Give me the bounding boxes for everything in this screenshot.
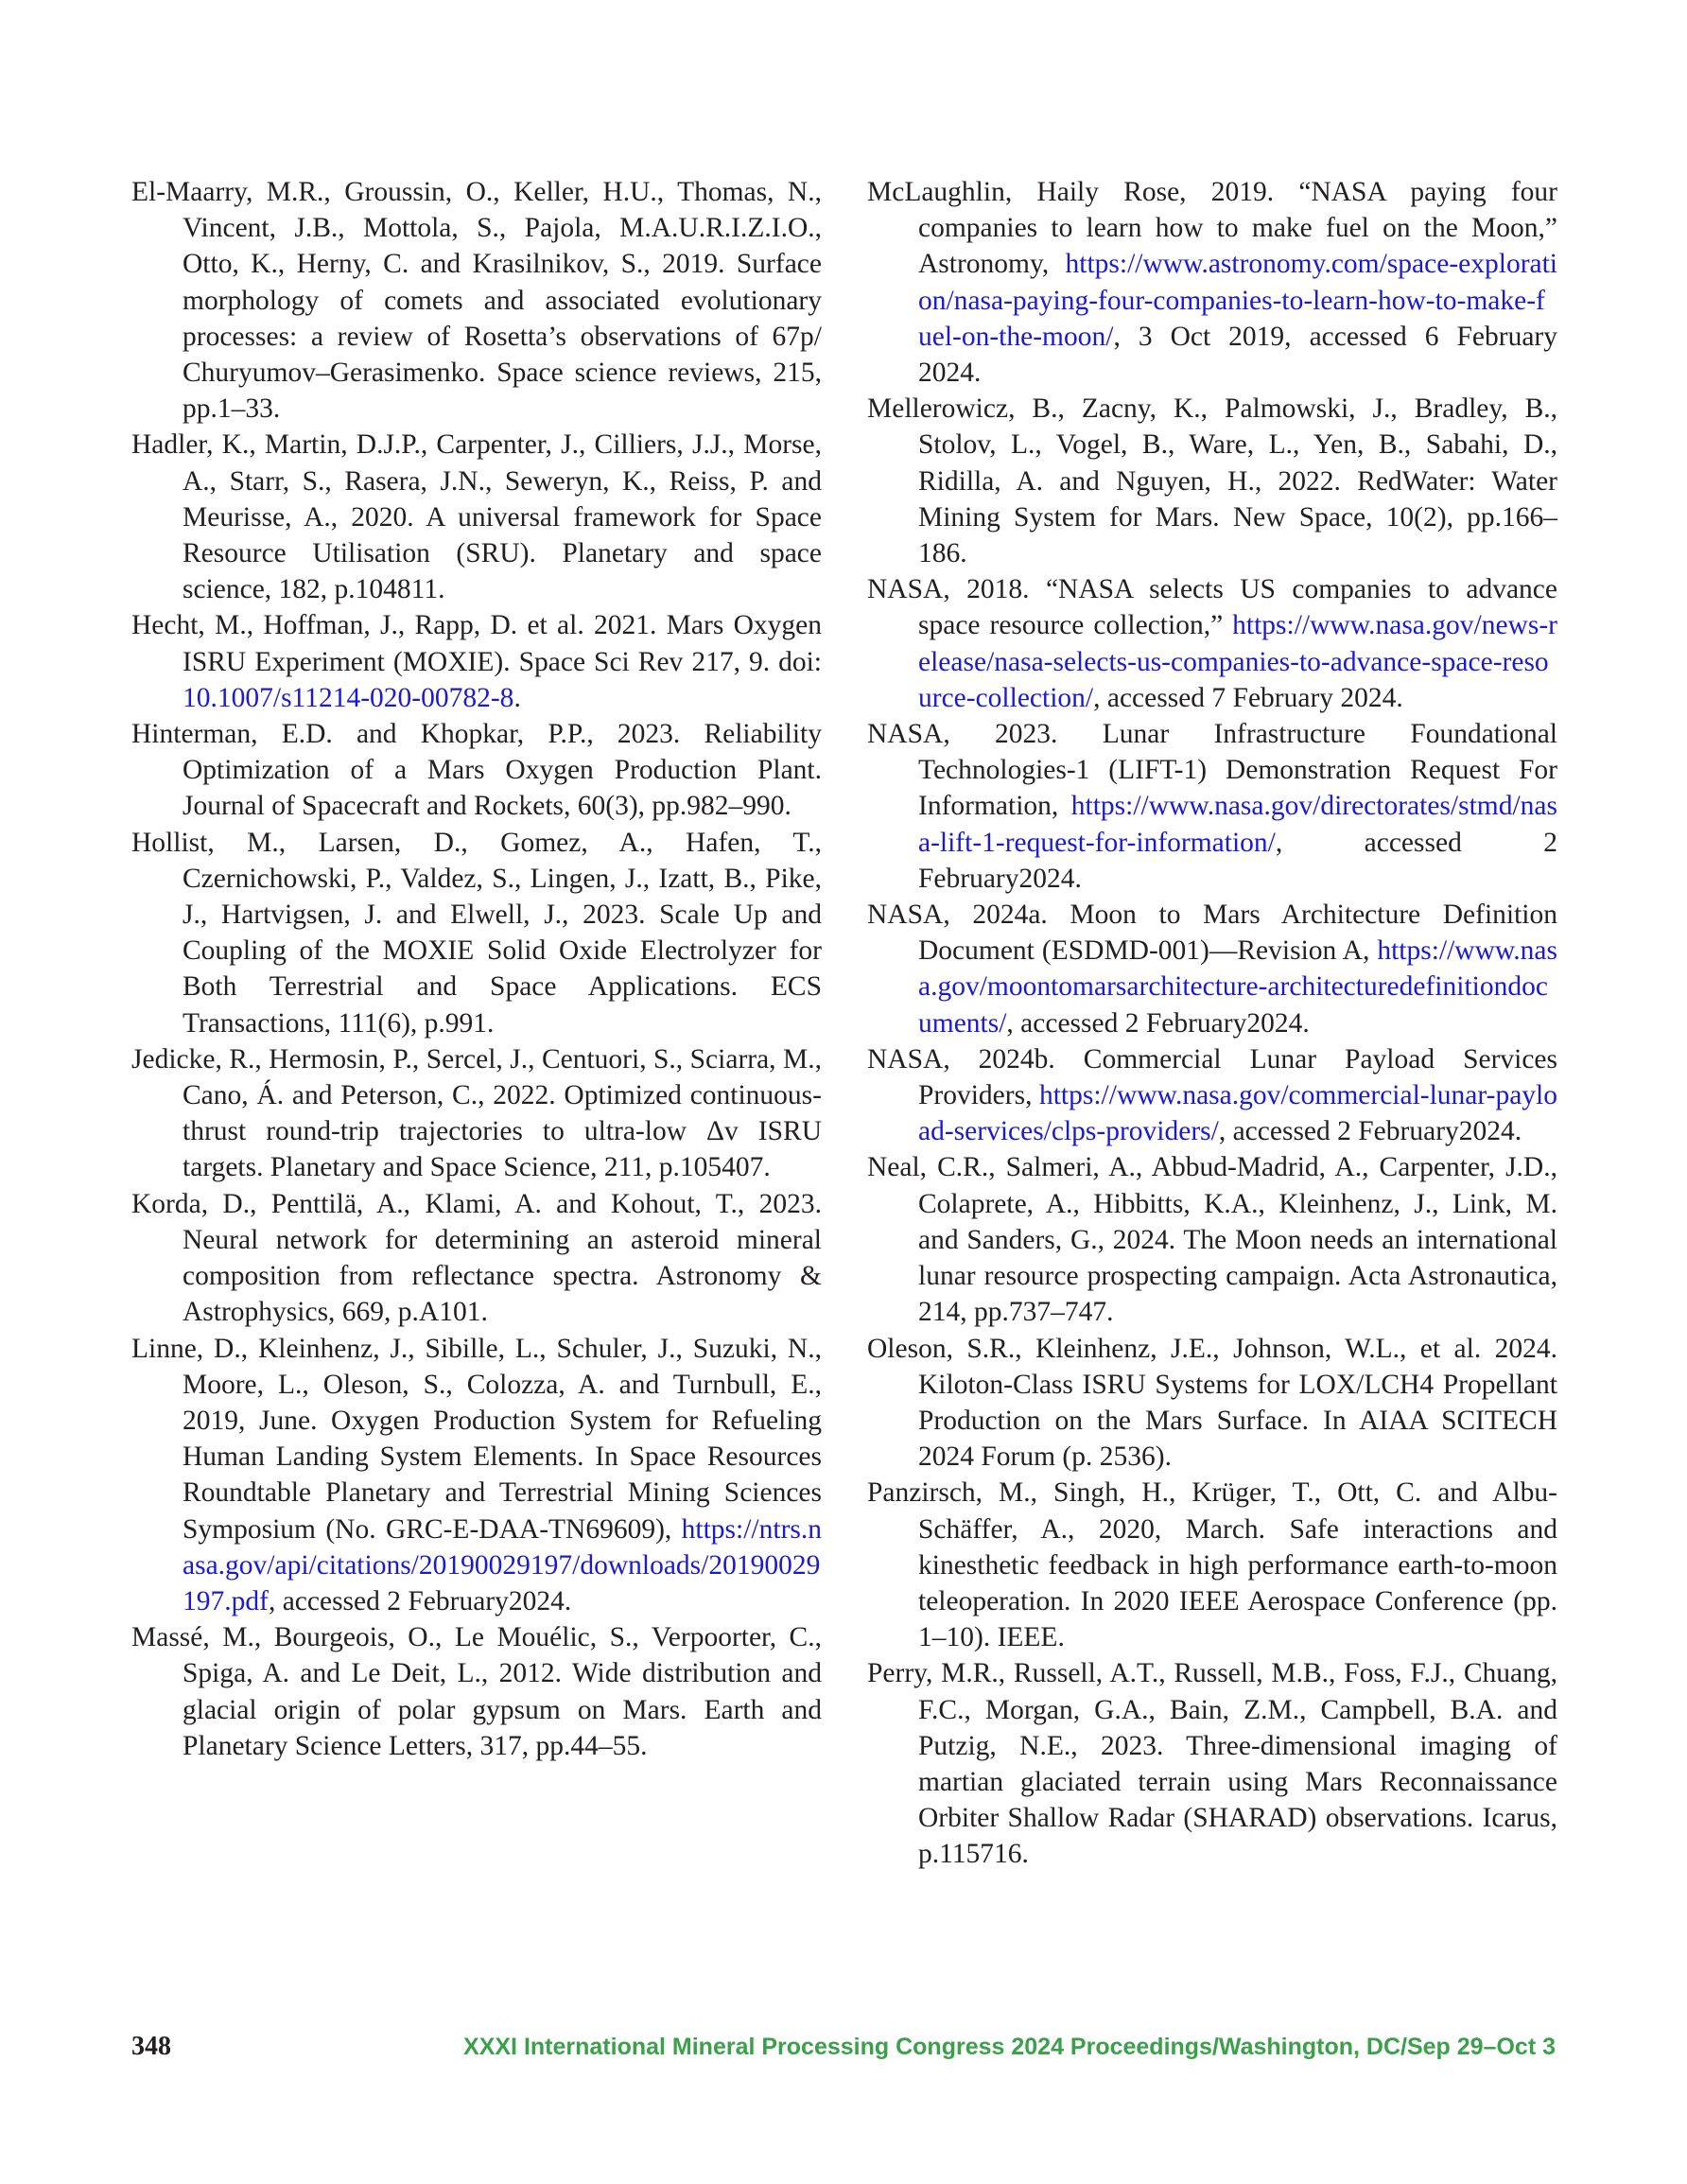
reference-link[interactable]: https://www.nasa.gov/commercial-lunar-payload-services/clps-providers/ bbox=[918, 1080, 1557, 1147]
reference-entry bbox=[867, 1475, 1557, 1655]
reference-text: Panzirsch, M., Singh, H., Krüger, T., Ott, C. and Albu-Schäffer, A., 2020, March. Safe interactions and kinesthetic feedback in high performance earth-to-moon teleoperation. In 2020 IEEE Aerospace Conference (pp. 1–10). IEEE. bbox=[867, 1477, 1557, 1653]
reference-text: NASA, 2023. Lunar Infrastructure Foundational Technologies-1 (LIFT-1) Demonstration Request For Information, bbox=[867, 719, 1557, 822]
reference-text: McLaughlin, Haily Rose, 2019. “NASA paying four companies to learn how to make fuel on the Moon,” Astronomy, bbox=[867, 177, 1557, 280]
reference-entry bbox=[867, 174, 1557, 391]
reference-link[interactable]: https://www.astronomy.com/space-exploration/nasa-paying-four-companies-to-learn-how-to-make-fuel-on-the-moon/ bbox=[918, 249, 1557, 352]
reference-suffix: , accessed 2 February2024. bbox=[1218, 1116, 1522, 1147]
reference-entry bbox=[131, 174, 822, 427]
references-right-column bbox=[867, 174, 1557, 1873]
reference-suffix: , accessed 2 February2024. bbox=[1006, 1007, 1310, 1039]
reference-text: Korda, D., Penttilä, A., Klami, A. and Kohout, T., 2023. Neural network for determining an asteroid mineral composition from reflectance spectra. Astronomy & Astrophysics, 669, p.A101. bbox=[131, 1188, 822, 1328]
reference-text: Hadler, K., Martin, D.J.P., Carpenter, J., Cilliers, J.J., Morse, A., Starr, S., Rasera, J.N., Seweryn, K., Reiss, P. and Meurisse, A., 2020. A universal framework for Space Resource Utilisation (SRU). Planetary and space science, 182, p.104811. bbox=[131, 429, 822, 605]
reference-entry bbox=[867, 571, 1557, 716]
reference-entry bbox=[131, 716, 822, 825]
page-number: 348 bbox=[131, 2032, 171, 2061]
reference-suffix: , accessed 2 February2024. bbox=[268, 1585, 572, 1616]
reference-entry bbox=[131, 1041, 822, 1186]
reference-link[interactable]: https://www.nasa.gov/directorates/stmd/nasa-lift-1-request-for-information/ bbox=[918, 791, 1557, 858]
reference-entry bbox=[131, 1619, 822, 1764]
reference-text: NASA, 2024a. Moon to Mars Architecture Definition Document (ESDMD-001)—Revision A, bbox=[867, 900, 1557, 967]
reference-entry bbox=[131, 1186, 822, 1331]
references-left-column bbox=[131, 174, 822, 1764]
reference-text: Hollist, M., Larsen, D., Gomez, A., Hafen, T., Czernichowski, P., Valdez, S., Lingen, J., Izatt, B., Pike, J., Hartvigsen, J. and Elwell, J., 2023. Scale Up and Coupling of the MOXIE Solid Oxide Electrolyzer for Both Terrestrial and Space Applications. ECS Transactions, 111(6), p.991. bbox=[131, 827, 822, 1039]
reference-text: NASA, 2024b. Commercial Lunar Payload Services Providers, bbox=[867, 1043, 1557, 1111]
reference-text: Jedicke, R., Hermosin, P., Sercel, J., Centuori, S., Sciarra, M., Cano, Á. and Peterson, C., 2022. Optimized continuous-thrust round-trip trajectories to ultra-low Δv ISRU targets. Planetary and Space Science, 211, p.105407. bbox=[131, 1043, 822, 1183]
reference-link[interactable]: https://www.nasa.gov/moontomarsarchitecture-architecturedefinitiondocuments/ bbox=[918, 935, 1557, 1039]
reference-link[interactable]: https://ntrs.nasa.gov/api/citations/20190029197/downloads/20190029197.pdf bbox=[183, 1513, 822, 1616]
reference-entry bbox=[867, 1655, 1557, 1872]
reference-entry bbox=[131, 1331, 822, 1620]
reference-entry bbox=[867, 716, 1557, 897]
reference-suffix: . bbox=[513, 682, 521, 713]
reference-text: Oleson, S.R., Kleinhenz, J.E., Johnson, W.L., et al. 2024. Kiloton-Class ISRU Systems for LOX/LCH4 Propellant Production on the Mars Surface. In AIAA SCITECH 2024 Forum (p. 2536). bbox=[867, 1333, 1557, 1473]
reference-text: Linne, D., Kleinhenz, J., Sibille, L., Schuler, J., Suzuki, N., Moore, L., Oleson, S., Colozza, A. and Turnbull, E., 2019, June. Oxygen Production System for Refueling Human Landing System Elements. In Space Resources Roundtable Planetary and Terrestrial Mining Sciences Symposium (No. GRC-E-DAA-TN69609), bbox=[131, 1333, 822, 1545]
reference-link[interactable]: 10.1007/s11214-020-00782-8 bbox=[183, 682, 514, 713]
reference-text: Neal, C.R., Salmeri, A., Abbud-Madrid, A., Carpenter, J.D., Colaprete, A., Hibbitts, K.A., Kleinhenz, J., Link, M. and Sanders, G., 2024. The Moon needs an international lunar resource prospecting campaign. Acta Astronautica, 214, pp.737–747. bbox=[867, 1152, 1557, 1328]
reference-suffix: , accessed 7 February 2024. bbox=[1093, 682, 1403, 713]
reference-entry bbox=[867, 391, 1557, 571]
reference-entry bbox=[131, 427, 822, 607]
reference-text: Mellerowicz, B., Zacny, K., Palmowski, J., Bradley, B., Stolov, L., Vogel, B., Ware, L., Yen, B., Sabahi, D., Ridilla, A. and Nguyen, H., 2022. RedWater: Water Mining System for Mars. New Space, 10(2), pp.166–186. bbox=[867, 393, 1557, 569]
reference-text: Perry, M.R., Russell, A.T., Russell, M.B., Foss, F.J., Chuang, F.C., Morgan, G.A., Bain, Z.M., Campbell, B.A. and Putzig, N.E., 2023. Three-dimensional imaging of martian glaciated terrain using Mars Reconnaissance Orbiter Shallow Radar (SHARAD) observations. Icarus, p.115716. bbox=[867, 1658, 1557, 1870]
reference-entry bbox=[867, 1149, 1557, 1330]
reference-text: NASA, 2018. “NASA selects US companies to advance space resource collection,” bbox=[867, 574, 1557, 641]
reference-link[interactable]: https://www.nasa.gov/news-release/nasa-selects-us-companies-to-advance-space-resource-collection/ bbox=[918, 610, 1557, 713]
reference-entry bbox=[131, 825, 822, 1041]
reference-text: Hecht, M., Hoffman, J., Rapp, D. et al. 2021. Mars Oxygen ISRU Experiment (MOXIE). Space Sci Rev 217, 9. doi: bbox=[131, 610, 822, 677]
reference-suffix: , accessed 2 February2024. bbox=[918, 827, 1557, 894]
reference-entry bbox=[867, 1331, 1557, 1476]
reference-text: Massé, M., Bourgeois, O., Le Mouélic, S., Verpoorter, C., Spiga, A. and Le Deit, L., 2012. Wide distribution and glacial origin of polar gypsum on Mars. Earth and Planetary Science Letters, 317, pp.44–55. bbox=[131, 1622, 822, 1761]
reference-entry bbox=[867, 897, 1557, 1041]
reference-entry bbox=[867, 1041, 1557, 1150]
reference-text: El-Maarry, M.R., Groussin, O., Keller, H.U., Thomas, N., Vincent, J.B., Mottola, S., Pajola, M.A.U.R.I.Z.I.O., Otto, K., Herny, C. and Krasilnikov, S., 2019. Surface morphology of comets and associated evolutionary processes: a review of Rosetta’s observations of 67p/ Churyumov–Gerasimenko. Space science reviews, 215, pp.1–33. bbox=[131, 177, 822, 425]
footer-proceedings-title: XXXI International Mineral Processing Congress 2024 Proceedings/Washington, DC/Sep 29–Oct 3 bbox=[463, 2034, 1556, 2060]
reference-suffix: , 3 Oct 2019, accessed 6 February 2024. bbox=[918, 321, 1557, 389]
reference-text: Hinterman, E.D. and Khopkar, P.P., 2023. Reliability Optimization of a Mars Oxygen Production Plant. Journal of Spacecraft and Rockets, 60(3), pp.982–990. bbox=[131, 719, 822, 822]
reference-entry bbox=[131, 607, 822, 716]
